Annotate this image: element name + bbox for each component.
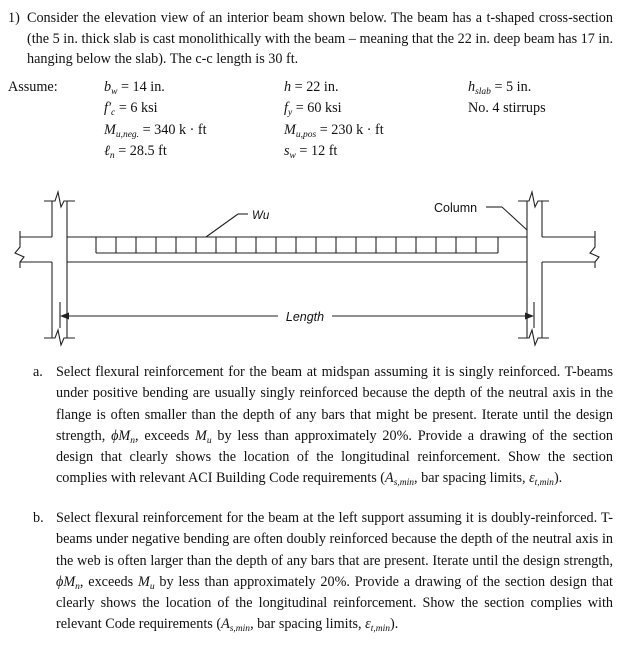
question-text: Consider the elevation view of an interior beam shown below. The beam has a t-shaped cross-section (the 5 in. thick slab is cast monolithically with the beam – meaning that the 22 in. deep beam has 17 in. hanging below the slab). The c-c length is 30 ft. <box>27 10 613 67</box>
column-label: Column <box>434 201 478 215</box>
length-arrow-right <box>525 313 534 320</box>
part-a-label: a. <box>33 364 43 380</box>
part-b <box>33 508 613 636</box>
right-slab-stub <box>542 231 599 268</box>
load-label: Wu <box>252 210 270 222</box>
left-slab-stub <box>15 231 52 268</box>
column-leader <box>486 207 527 230</box>
given-ln: ℓ$_n$ = 28.5 ft <box>104 142 167 161</box>
assume-label: Assume: <box>8 79 58 95</box>
given-fc: $f'_c = 6$ ksi <box>104 99 158 118</box>
given-stirrups: No. 4 stirrups <box>468 99 546 116</box>
given-bw: $b_w = 14$ in. <box>104 79 165 97</box>
question-number: 1) <box>8 10 20 26</box>
part-a <box>33 362 613 490</box>
length-arrow-left <box>60 313 69 320</box>
distributed-load <box>96 237 498 253</box>
load-leader <box>206 214 248 237</box>
given-sw: $s_w = 12$ ft <box>284 142 338 161</box>
given-fy: $f_y = 60$ ksi <box>284 99 342 118</box>
given-h: h = 22 in. <box>284 79 339 95</box>
part-a-text: Select flexural reinforcement for the beam at midspan assuming it is singly reinforced. T-beams under positive bending are usually singly reinforced because the depth of the neutral axis in the flange is often smaller than the depth of any bars that might be present. Iterate until the design strength, $\phi M_n$, exceeds $M_u$ by less than approximately 20%. Provide a drawing of the section design that clearly shows the location of the longitudinal reinforcement. Show the section complies with relevant ACI Building Code requirements ($A_{s,min}$, bar spacing limits, $\varepsilon_{t,min}$). <box>56 364 614 489</box>
part-b-text: Select flexural reinforcement for the beam at the left support assuming it is doubly-reinforced. T-beams under negative bending are often doubly reinforced because the depth of the neutral axis in the web is often larger than the depth of any bars that are present. Iterate until the design strength, $\phi M_n$, exceeds $M_u$ by less than approximately 20%. Provide a drawing of the section design that clearly shows the location of the longitudinal reinforcement. Show the section complies with relevant Code requirements ($A_{s,min}$, bar spacing limits, $\varepsilon_{t,min}$). <box>56 510 613 635</box>
part-b-label: b. <box>33 510 44 526</box>
given-hslab: $h_{slab} = 5$ in. <box>468 79 532 97</box>
given-mu-neg: $M_{u,neg.} = 340$ k · ft <box>104 122 207 140</box>
given-mu-pos: $M_{u,pos} = 230$ k · ft <box>284 122 384 140</box>
length-label: Length <box>285 310 325 324</box>
